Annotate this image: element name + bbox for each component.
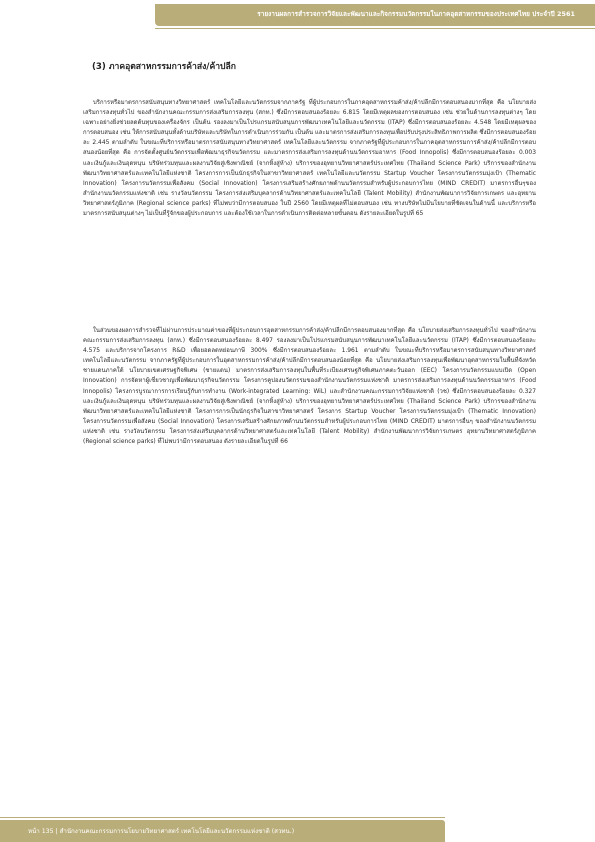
section-title: (3) ภาคอุตสาหกรรมการค้าส่ง/ค้าปลีก — [92, 62, 236, 72]
running-header-title: รายงานผลการสำรวจการวิจัยและพัฒนาและกิจกรรมนวัตกรรมในภาคอุตสาหกรรมของประเทศไทย ประจำปี 2561 — [257, 10, 575, 18]
paragraph-2 — [83, 326, 536, 447]
footer-divider — [0, 817, 445, 818]
footer-page-info: หน้า 135 | สำนักงานคณะกรรมการนโยบายวิทยาศาสตร์ เทคโนโลยีและนวัตกรรมแห่งชาติ (สวทน.) — [28, 828, 295, 835]
header-divider — [155, 28, 595, 29]
paragraph-2-text: ในส่วนของผลการสำรวจที่ไม่ผ่านการประมาณค่าของที่ผู้ประกอบการอุตสาหกรรมการค้าส่ง/ค้าปลีกมีการตอบสนองมากที่สุด คือ นโยบายส่งเสริมการลงทุนทั่วไป ของสำนักงานคณะกรรมการส่งเสริมการลงทุน (สกท.) ซึ่งมีการตอบสนองร้อยละ 8.497 รองลงมาเป็นโปรแกรมสนับสนุนการพัฒนาเทคโนโลยีและนวัตกรรม (ITAP) ซึ่งมีการตอบสนองร้อยละ 4.575 และบริการจากโครงการ R&D เพื่อยอดลดหย่อนภาษี 300% ซึ่งมีการตอบสนองร้อยละ 1.961 ตามลำดับ ในขณะที่บริการหรือมาตรการสนับสนุนทางวิทยาศาสตร์ เทคโนโลยีและนวัตกรรม จากภาครัฐที่ผู้ประกอบการในอุตสาหกรรมการค้าส่ง/ค้าปลีกมีการตอบสนองน้อยที่สุด คือ นโยบายส่งเสริมการลงทุนเพื่อพัฒนาอุตสาหกรรมในพื้นที่จังหวัดชายแดนภาคใต้ นโยบายเขตเศรษฐกิจพิเศษ (ชายแดน) มาตรการส่งเสริมการลงทุนในพื้นที่ระเบียงเศรษฐกิจพิเศษภาคตะวันออก (EEC) โครงการนวัตกรรมแบบเปิด (Open Innovation) การจัดหาผู้เชี่ยวชาญเพื่อพัฒนาธุรกิจนวัตกรรม โครงการคูปองนวัตกรรมของสำนักงานนวัตกรรมแห่งชาติ มาตรการส่งเสริมการลงทุนด้านนวัตกรรมอาหาร (Food Innopolis) โครงการบูรณาการการเรียนรู้กับการทำงาน (Work-integrated Learning: WiL) และสำนักงานคณะกรรมการวิจัยแห่งชาติ (วช) ซึ่งมีการตอบสนองร้อยละ 0.327 และเงินกู้และเงินอุดหนุน บริษัทร่วมทุนและผลงานวิจัยสู่เชิงพาณิชย์ (จากหิ้งสู่ห้าง) บริการของอุทยานวิทยาศาสตร์ประเทศไทย (Thailand Science Park) บริการของสำนักงานพัฒนาวิทยาศาสตร์และเทคโนโลยีแห่งชาติ โครงการการเป็นนักธุรกิจในสาขาวิทยาศาสตร์ โครงการ Startup Voucher โครงการนวัตกรรมมุ่งเป้า (Thematic Innovation) โครงการนวัตกรรมเพื่อสังคม (Social Innovation) โครงการเสริมสร้างศักยภาพด้านนวัตกรรมสำหรับผู้ประกอบการไทย (MIND CREDIT) มาตรการอื่นๆ ของสำนักงานนวัตกรรมแห่งชาติ เช่น รางวัลนวัตกรรม โครงการส่งเสริมบุคลากรด้านวิทยาศาสตร์และเทคโนโลยี (Talent Mobility) สำนักงานพัฒนาการวิจัยการเกษตร อุทยานวิทยาศาสตร์ภูมิภาค (Regional science parks) ที่ไม่พบว่ามีการตอบสนอง ดังรายละเอียดในรูปที่ 66 — [83, 327, 536, 446]
paragraph-1-text: บริการหรือมาตรการสนับสนุนทางวิทยาศาสตร์ เทคโนโลยีและนวัตกรรมจากภาครัฐ ที่ผู้ประกอบการในภาคอุตสาหกรรมค้าส่ง/ค้าปลีกมีการตอบสนองมากที่สุด คือ นโยบายส่งเสริมการลงทุนทั่วไป ของสำนักงานคณะกรรมการส่งเสริมการลงทุน (สกท.) ซึ่งมีการตอบสนองร้อยละ 6.815 โดยมีเหตุผลของการตอบสนอง เช่น ช่วยในด้านการลงทุนต่างๆ โดยเฉพาะอย่างยิ่งช่วยลดต้นทุนของเครื่องจักร เป็นต้น รองลงมาเป็นโปรแกรมสนับสนุนการพัฒนาเทคโนโลยีและนวัตกรรม (ITAP) ซึ่งมีการตอบสนองร้อยละ 4.548 โดยมีเหตุผลของการตอบสนอง เช่น ให้การสนับสนุนทั้งด้านบริษัทและบริษัทในการดำเนินการร่วมกัน เป็นต้น และมาตรการส่งเสริมการลงทุนเพื่อปรับปรุงประสิทธิภาพการผลิต ซึ่งมีการตอบสนองร้อยละ 2.445 ตามลำดับ ในขณะที่บริการหรือมาตรการสนับสนุนทางวิทยาศาสตร์ เทคโนโลยีและนวัตกรรม จากภาครัฐที่ผู้ประกอบการในภาคอุตสาหกรรมการค้าส่ง/ค้าปลีกมีการตอบสนองน้อยที่สุด คือ การจัดตั้งศูนย์นวัตกรรมเพื่อพัฒนาธุรกิจนวัตกรรม และมาตรการส่งเสริมการลงทุนด้านนวัตกรรมอาหาร (Food Innopolis) ซึ่งมีการตอบสนองร้อยละ 0.003 และเงินกู้และเงินอุดหนุน บริษัทร่วมทุนและผลงานวิจัยสู่เชิงพาณิชย์ (จากหิ้งสู่ห้าง) บริการของอุทยานวิทยาศาสตร์ประเทศไทย (Thailand Science Park) บริการของสำนักงานพัฒนาวิทยาศาสตร์และเทคโนโลยีแห่งชาติ โครงการการเป็นนักธุรกิจในสาขาวิทยาศาสตร์ เทคโนโลยีและนวัตกรรม Startup Voucher โครงการนวัตกรรมมุ่งเป้า (Thematic Innovation) โครงการนวัตกรรมเพื่อสังคม (Social Innovation) โครงการเสริมสร้างศักยภาพด้านนวัตกรรมสำหรับผู้ประกอบการไทย (MIND CREDIT) มาตรการอื่นๆของสำนักงานนวัตกรรมแห่งชาติ เช่น รางวัลนวัตกรรม โครงการส่งเสริมบุคลากรด้านวิทยาศาสตร์และเทคโนโลยี (Talent Mobility) สำนักงานพัฒนาการวิจัยการเกษตร และอุทยานวิทยาศาสตร์ภูมิภาค (Regional science parks) ที่ไม่พบว่ามีการตอบสนอง ในปี 2560 โดยมีเหตุผลที่ไม่ตอบสนอง เช่น ทางบริษัทไม่มีนโยบายที่ชัดเจนในด้านนี้ และบริการหรือมาตรการสนับสนุนต่างๆ ไม่เป็นที่รู้จักของผู้ประกอบการ และต้องใช้เวลาในการดำเนินการติดต่อหลายขั้นตอน ดังรายละเอียดในรูปที่ 65 — [83, 99, 536, 218]
paragraph-1 — [83, 98, 536, 219]
